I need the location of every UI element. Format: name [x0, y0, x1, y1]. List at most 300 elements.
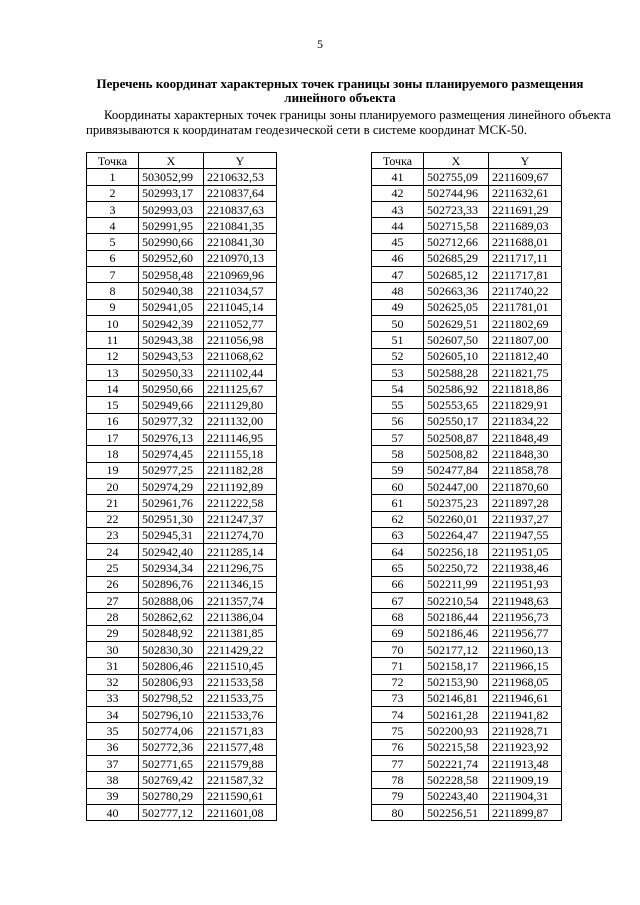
point-number-cell: 79 — [372, 788, 424, 804]
point-number-cell: 22 — [87, 511, 139, 527]
table-row — [372, 576, 562, 592]
x-coordinate-cell: 502663,36 — [424, 283, 489, 299]
x-coordinate-cell: 502685,12 — [424, 267, 489, 283]
table-row — [372, 348, 562, 364]
table-body-right — [372, 169, 562, 821]
column-header-x: X — [139, 153, 204, 169]
x-coordinate-cell: 502629,51 — [424, 315, 489, 331]
point-number-cell: 39 — [87, 788, 139, 804]
page-number: 5 — [317, 37, 323, 51]
x-coordinate-cell: 502264,47 — [424, 527, 489, 543]
table-row — [372, 201, 562, 217]
x-coordinate-cell: 502942,40 — [139, 544, 204, 560]
x-coordinate-cell: 502210,54 — [424, 593, 489, 609]
y-coordinate-cell: 2211132,00 — [204, 413, 277, 429]
point-number-cell: 4 — [87, 218, 139, 234]
y-coordinate-cell: 2211909,19 — [489, 772, 562, 788]
point-number-cell: 8 — [87, 283, 139, 299]
x-coordinate-cell: 502755,09 — [424, 169, 489, 185]
table-row — [87, 495, 277, 511]
x-coordinate-cell: 502961,76 — [139, 495, 204, 511]
table-row — [372, 804, 562, 820]
table-row — [87, 560, 277, 576]
table-row — [372, 560, 562, 576]
table-row — [87, 364, 277, 380]
point-number-cell: 59 — [372, 462, 424, 478]
x-coordinate-cell: 502685,29 — [424, 250, 489, 266]
point-number-cell: 50 — [372, 315, 424, 331]
table-row — [372, 527, 562, 543]
column-header-point: Точка — [372, 153, 424, 169]
x-coordinate-cell: 502774,06 — [139, 723, 204, 739]
intro-paragraph: Координаты характерных точек границы зоны планируемого размещения линейного объекта привязываются к координатам геодезической сети в системе координат МСК-50. — [86, 108, 611, 137]
y-coordinate-cell: 2211928,71 — [489, 723, 562, 739]
point-number-cell: 73 — [372, 690, 424, 706]
point-number-cell: 2 — [87, 185, 139, 201]
point-number-cell: 45 — [372, 234, 424, 250]
table-row — [87, 527, 277, 543]
y-coordinate-cell: 2211717,11 — [489, 250, 562, 266]
table-row — [87, 641, 277, 657]
point-number-cell: 32 — [87, 674, 139, 690]
table-row — [372, 544, 562, 560]
x-coordinate-cell: 502146,81 — [424, 690, 489, 706]
y-coordinate-cell: 2211274,70 — [204, 527, 277, 543]
y-coordinate-cell: 2211897,28 — [489, 495, 562, 511]
x-coordinate-cell: 502777,12 — [139, 804, 204, 820]
table-row — [372, 690, 562, 706]
y-coordinate-cell: 2211946,61 — [489, 690, 562, 706]
point-number-cell: 61 — [372, 495, 424, 511]
y-coordinate-cell: 2211129,80 — [204, 397, 277, 413]
y-coordinate-cell: 2211858,78 — [489, 462, 562, 478]
table-row — [87, 332, 277, 348]
x-coordinate-cell: 502974,45 — [139, 446, 204, 462]
table-row — [372, 609, 562, 625]
table-row — [87, 690, 277, 706]
point-number-cell: 46 — [372, 250, 424, 266]
x-coordinate-cell: 502993,17 — [139, 185, 204, 201]
table-row — [372, 381, 562, 397]
point-number-cell: 48 — [372, 283, 424, 299]
point-number-cell: 34 — [87, 707, 139, 723]
table-row — [372, 511, 562, 527]
table-row — [372, 739, 562, 755]
x-coordinate-cell: 502447,00 — [424, 478, 489, 494]
table-row — [87, 267, 277, 283]
y-coordinate-cell: 2211937,27 — [489, 511, 562, 527]
table-row — [87, 755, 277, 771]
table-row — [87, 772, 277, 788]
y-coordinate-cell: 2211691,29 — [489, 201, 562, 217]
x-coordinate-cell: 502974,29 — [139, 478, 204, 494]
y-coordinate-cell: 2210632,53 — [204, 169, 277, 185]
x-coordinate-cell: 502177,12 — [424, 641, 489, 657]
x-coordinate-cell: 502588,28 — [424, 364, 489, 380]
table-row — [372, 315, 562, 331]
table-row — [372, 788, 562, 804]
point-number-cell: 29 — [87, 625, 139, 641]
y-coordinate-cell: 2211688,01 — [489, 234, 562, 250]
y-coordinate-cell: 2211870,60 — [489, 478, 562, 494]
x-coordinate-cell: 502848,92 — [139, 625, 204, 641]
y-coordinate-cell: 2211781,01 — [489, 299, 562, 315]
y-coordinate-cell: 2211966,15 — [489, 658, 562, 674]
y-coordinate-cell: 2211045,14 — [204, 299, 277, 315]
y-coordinate-cell: 2211357,74 — [204, 593, 277, 609]
table-row — [87, 413, 277, 429]
point-number-cell: 33 — [87, 690, 139, 706]
point-number-cell: 35 — [87, 723, 139, 739]
y-coordinate-cell: 2210841,35 — [204, 218, 277, 234]
y-coordinate-cell: 2211807,00 — [489, 332, 562, 348]
table-row — [372, 478, 562, 494]
table-row — [87, 707, 277, 723]
x-coordinate-cell: 502712,66 — [424, 234, 489, 250]
x-coordinate-cell: 502553,65 — [424, 397, 489, 413]
y-coordinate-cell: 2211956,77 — [489, 625, 562, 641]
table-row — [372, 707, 562, 723]
table-row — [372, 772, 562, 788]
point-number-cell: 38 — [87, 772, 139, 788]
point-number-cell: 28 — [87, 609, 139, 625]
point-number-cell: 36 — [87, 739, 139, 755]
y-coordinate-cell: 2211182,28 — [204, 462, 277, 478]
x-coordinate-cell: 502508,82 — [424, 446, 489, 462]
x-coordinate-cell: 502806,93 — [139, 674, 204, 690]
x-coordinate-cell: 502952,60 — [139, 250, 204, 266]
table-row — [372, 430, 562, 446]
point-number-cell: 10 — [87, 315, 139, 331]
y-coordinate-cell: 2211285,14 — [204, 544, 277, 560]
table-row — [87, 609, 277, 625]
point-number-cell: 24 — [87, 544, 139, 560]
point-number-cell: 60 — [372, 478, 424, 494]
point-number-cell: 27 — [87, 593, 139, 609]
point-number-cell: 26 — [87, 576, 139, 592]
x-coordinate-cell: 502806,46 — [139, 658, 204, 674]
x-coordinate-cell: 502723,33 — [424, 201, 489, 217]
x-coordinate-cell: 502256,51 — [424, 804, 489, 820]
table-row — [87, 218, 277, 234]
table-row — [372, 593, 562, 609]
x-coordinate-cell: 502769,42 — [139, 772, 204, 788]
y-coordinate-cell: 2211533,58 — [204, 674, 277, 690]
point-number-cell: 72 — [372, 674, 424, 690]
point-number-cell: 63 — [372, 527, 424, 543]
point-number-cell: 9 — [87, 299, 139, 315]
x-coordinate-cell: 502715,58 — [424, 218, 489, 234]
y-coordinate-cell: 2210969,96 — [204, 267, 277, 283]
x-coordinate-cell: 502830,30 — [139, 641, 204, 657]
table-row — [87, 625, 277, 641]
y-coordinate-cell: 2211601,08 — [204, 804, 277, 820]
table-row — [87, 478, 277, 494]
point-number-cell: 71 — [372, 658, 424, 674]
y-coordinate-cell: 2211068,62 — [204, 348, 277, 364]
y-coordinate-cell: 2211609,67 — [489, 169, 562, 185]
point-number-cell: 55 — [372, 397, 424, 413]
table-row — [87, 201, 277, 217]
table-row — [87, 576, 277, 592]
x-coordinate-cell: 502211,99 — [424, 576, 489, 592]
x-coordinate-cell: 502943,53 — [139, 348, 204, 364]
y-coordinate-cell: 2211533,75 — [204, 690, 277, 706]
point-number-cell: 5 — [87, 234, 139, 250]
table-row — [87, 593, 277, 609]
x-coordinate-cell: 502958,48 — [139, 267, 204, 283]
column-header-x: X — [424, 153, 489, 169]
table-row — [372, 462, 562, 478]
point-number-cell: 17 — [87, 430, 139, 446]
point-number-cell: 13 — [87, 364, 139, 380]
table-row — [87, 185, 277, 201]
point-number-cell: 25 — [87, 560, 139, 576]
y-coordinate-cell: 2211956,73 — [489, 609, 562, 625]
x-coordinate-cell: 502228,58 — [424, 772, 489, 788]
y-coordinate-cell: 2211717,81 — [489, 267, 562, 283]
point-number-cell: 12 — [87, 348, 139, 364]
point-number-cell: 69 — [372, 625, 424, 641]
x-coordinate-cell: 502950,66 — [139, 381, 204, 397]
y-coordinate-cell: 2211904,31 — [489, 788, 562, 804]
table-row — [372, 283, 562, 299]
table-row — [87, 348, 277, 364]
point-number-cell: 6 — [87, 250, 139, 266]
column-header-y: Y — [489, 153, 562, 169]
x-coordinate-cell: 502586,92 — [424, 381, 489, 397]
y-coordinate-cell: 2211155,18 — [204, 446, 277, 462]
x-coordinate-cell: 502200,93 — [424, 723, 489, 739]
point-number-cell: 31 — [87, 658, 139, 674]
y-coordinate-cell: 2211102,44 — [204, 364, 277, 380]
y-coordinate-cell: 2211818,86 — [489, 381, 562, 397]
point-number-cell: 49 — [372, 299, 424, 315]
table-row — [87, 169, 277, 185]
x-coordinate-cell: 502607,50 — [424, 332, 489, 348]
y-coordinate-cell: 2211689,03 — [489, 218, 562, 234]
table-row — [372, 267, 562, 283]
x-coordinate-cell: 502256,18 — [424, 544, 489, 560]
point-number-cell: 66 — [372, 576, 424, 592]
x-coordinate-cell: 503052,99 — [139, 169, 204, 185]
document-title: Перечень координат характерных точек границы зоны планируемого размещения линейного объекта — [96, 76, 584, 105]
x-coordinate-cell: 502153,90 — [424, 674, 489, 690]
x-coordinate-cell: 502221,74 — [424, 755, 489, 771]
y-coordinate-cell: 2211740,22 — [489, 283, 562, 299]
y-coordinate-cell: 2211429,22 — [204, 641, 277, 657]
table-row — [87, 446, 277, 462]
point-number-cell: 58 — [372, 446, 424, 462]
table-row — [87, 250, 277, 266]
table-row — [372, 218, 562, 234]
y-coordinate-cell: 2210837,63 — [204, 201, 277, 217]
point-number-cell: 23 — [87, 527, 139, 543]
y-coordinate-cell: 2211587,32 — [204, 772, 277, 788]
column-header-y: Y — [204, 153, 277, 169]
point-number-cell: 1 — [87, 169, 139, 185]
point-number-cell: 30 — [87, 641, 139, 657]
point-number-cell: 68 — [372, 609, 424, 625]
y-coordinate-cell: 2211056,98 — [204, 332, 277, 348]
point-number-cell: 19 — [87, 462, 139, 478]
point-number-cell: 70 — [372, 641, 424, 657]
x-coordinate-cell: 502260,01 — [424, 511, 489, 527]
table-row — [87, 804, 277, 820]
point-number-cell: 44 — [372, 218, 424, 234]
y-coordinate-cell: 2211192,89 — [204, 478, 277, 494]
table-row — [372, 755, 562, 771]
x-coordinate-cell: 502896,76 — [139, 576, 204, 592]
x-coordinate-cell: 502941,05 — [139, 299, 204, 315]
y-coordinate-cell: 2211947,55 — [489, 527, 562, 543]
point-number-cell: 75 — [372, 723, 424, 739]
table-row — [372, 413, 562, 429]
table-row — [87, 511, 277, 527]
y-coordinate-cell: 2211968,05 — [489, 674, 562, 690]
x-coordinate-cell: 502949,66 — [139, 397, 204, 413]
table-row — [372, 495, 562, 511]
point-number-cell: 43 — [372, 201, 424, 217]
x-coordinate-cell: 502744,96 — [424, 185, 489, 201]
table-row — [87, 381, 277, 397]
table-row — [372, 625, 562, 641]
y-coordinate-cell: 2211632,61 — [489, 185, 562, 201]
y-coordinate-cell: 2211125,67 — [204, 381, 277, 397]
table-row — [87, 299, 277, 315]
table-row — [372, 658, 562, 674]
point-number-cell: 52 — [372, 348, 424, 364]
x-coordinate-cell: 502888,06 — [139, 593, 204, 609]
x-coordinate-cell: 502993,03 — [139, 201, 204, 217]
y-coordinate-cell: 2211296,75 — [204, 560, 277, 576]
table-row — [372, 234, 562, 250]
y-coordinate-cell: 2211247,37 — [204, 511, 277, 527]
y-coordinate-cell: 2211899,87 — [489, 804, 562, 820]
point-number-cell: 20 — [87, 478, 139, 494]
x-coordinate-cell: 502215,58 — [424, 739, 489, 755]
x-coordinate-cell: 502508,87 — [424, 430, 489, 446]
point-number-cell: 3 — [87, 201, 139, 217]
x-coordinate-cell: 502934,34 — [139, 560, 204, 576]
point-number-cell: 78 — [372, 772, 424, 788]
x-coordinate-cell: 502796,10 — [139, 707, 204, 723]
y-coordinate-cell: 2211829,91 — [489, 397, 562, 413]
y-coordinate-cell: 2211577,48 — [204, 739, 277, 755]
point-number-cell: 7 — [87, 267, 139, 283]
coordinates-table-left — [86, 152, 277, 821]
y-coordinate-cell: 2210837,64 — [204, 185, 277, 201]
y-coordinate-cell: 2211590,61 — [204, 788, 277, 804]
y-coordinate-cell: 2211951,93 — [489, 576, 562, 592]
table-row — [372, 364, 562, 380]
table-row — [87, 234, 277, 250]
point-number-cell: 47 — [372, 267, 424, 283]
y-coordinate-cell: 2211913,48 — [489, 755, 562, 771]
y-coordinate-cell: 2211510,45 — [204, 658, 277, 674]
y-coordinate-cell: 2211812,40 — [489, 348, 562, 364]
table-row — [372, 446, 562, 462]
x-coordinate-cell: 502977,32 — [139, 413, 204, 429]
table-row — [87, 658, 277, 674]
y-coordinate-cell: 2211579,88 — [204, 755, 277, 771]
x-coordinate-cell: 502243,40 — [424, 788, 489, 804]
x-coordinate-cell: 502550,17 — [424, 413, 489, 429]
point-number-cell: 76 — [372, 739, 424, 755]
x-coordinate-cell: 502950,33 — [139, 364, 204, 380]
y-coordinate-cell: 2211948,63 — [489, 593, 562, 609]
y-coordinate-cell: 2211848,49 — [489, 430, 562, 446]
table-row — [372, 169, 562, 185]
table-row — [87, 462, 277, 478]
table-row — [372, 299, 562, 315]
y-coordinate-cell: 2211034,57 — [204, 283, 277, 299]
x-coordinate-cell: 502945,31 — [139, 527, 204, 543]
y-coordinate-cell: 2211802,69 — [489, 315, 562, 331]
x-coordinate-cell: 502991,95 — [139, 218, 204, 234]
point-number-cell: 77 — [372, 755, 424, 771]
table-row — [372, 723, 562, 739]
x-coordinate-cell: 502375,23 — [424, 495, 489, 511]
x-coordinate-cell: 502862,62 — [139, 609, 204, 625]
point-number-cell: 53 — [372, 364, 424, 380]
x-coordinate-cell: 502990,66 — [139, 234, 204, 250]
y-coordinate-cell: 2211346,15 — [204, 576, 277, 592]
y-coordinate-cell: 2210970,13 — [204, 250, 277, 266]
x-coordinate-cell: 502942,39 — [139, 315, 204, 331]
x-coordinate-cell: 502186,46 — [424, 625, 489, 641]
y-coordinate-cell: 2211923,92 — [489, 739, 562, 755]
table-row — [372, 185, 562, 201]
point-number-cell: 15 — [87, 397, 139, 413]
point-number-cell: 54 — [372, 381, 424, 397]
y-coordinate-cell: 2211848,30 — [489, 446, 562, 462]
y-coordinate-cell: 2210841,30 — [204, 234, 277, 250]
x-coordinate-cell: 502976,13 — [139, 430, 204, 446]
table-row — [372, 674, 562, 690]
x-coordinate-cell: 502605,10 — [424, 348, 489, 364]
x-coordinate-cell: 502943,38 — [139, 332, 204, 348]
x-coordinate-cell: 502780,29 — [139, 788, 204, 804]
y-coordinate-cell: 2211386,04 — [204, 609, 277, 625]
point-number-cell: 80 — [372, 804, 424, 820]
point-number-cell: 37 — [87, 755, 139, 771]
y-coordinate-cell: 2211381,85 — [204, 625, 277, 641]
point-number-cell: 65 — [372, 560, 424, 576]
point-number-cell: 42 — [372, 185, 424, 201]
table-row — [87, 283, 277, 299]
x-coordinate-cell: 502940,38 — [139, 283, 204, 299]
x-coordinate-cell: 502158,17 — [424, 658, 489, 674]
point-number-cell: 11 — [87, 332, 139, 348]
table-row — [372, 641, 562, 657]
table-row — [87, 723, 277, 739]
table-row — [87, 544, 277, 560]
point-number-cell: 14 — [87, 381, 139, 397]
y-coordinate-cell: 2211146,95 — [204, 430, 277, 446]
point-number-cell: 21 — [87, 495, 139, 511]
table-row — [87, 430, 277, 446]
table-row — [372, 397, 562, 413]
point-number-cell: 18 — [87, 446, 139, 462]
x-coordinate-cell: 502625,05 — [424, 299, 489, 315]
y-coordinate-cell: 2211821,75 — [489, 364, 562, 380]
x-coordinate-cell: 502477,84 — [424, 462, 489, 478]
x-coordinate-cell: 502951,30 — [139, 511, 204, 527]
point-number-cell: 41 — [372, 169, 424, 185]
y-coordinate-cell: 2211834,22 — [489, 413, 562, 429]
table-row — [87, 315, 277, 331]
